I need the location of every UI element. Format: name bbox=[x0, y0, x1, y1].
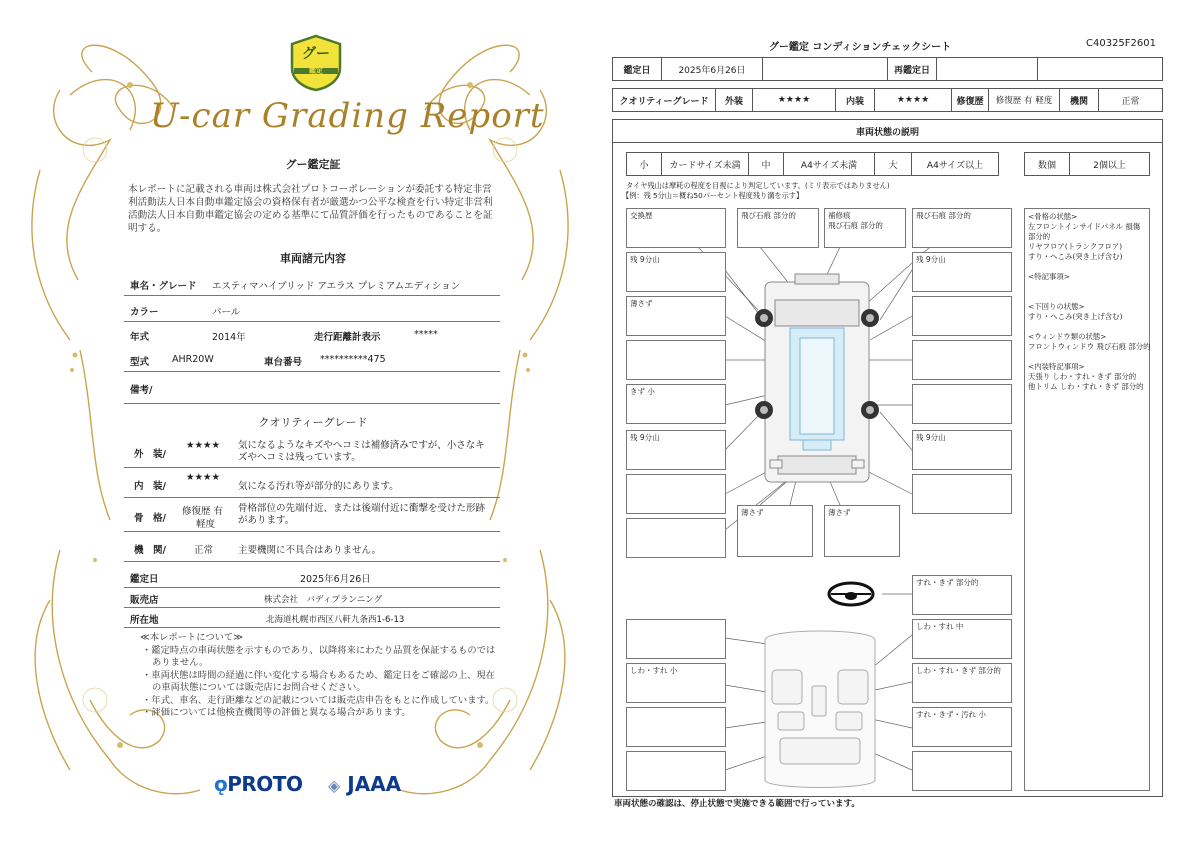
area-box: 交換歴 bbox=[626, 208, 726, 248]
area-box bbox=[912, 474, 1012, 514]
interior-value: ★★★★ bbox=[874, 88, 952, 112]
spec-label-color: カラー bbox=[130, 307, 159, 318]
area-box: 残 9分山 bbox=[626, 430, 726, 470]
area-box bbox=[626, 340, 726, 380]
spec-value-model: AHR20W bbox=[172, 354, 214, 365]
quality-comment-frame: 骨格部位の先端付近、または後端付近に衝撃を受けた形跡があります。 bbox=[238, 503, 486, 526]
reappraisal-label: 再鑑定日 bbox=[887, 57, 937, 81]
area-box-line: 補修痕 bbox=[828, 211, 851, 220]
remark-line: リヤフロア(トランクフロア) bbox=[1028, 242, 1123, 251]
address-label: 所在地 bbox=[130, 615, 159, 626]
report-title: U-car Grading Report bbox=[150, 96, 545, 136]
legend-mid-desc: A4サイズ未満 bbox=[783, 152, 875, 176]
spec-label-model: 型式 bbox=[130, 357, 150, 368]
proto-logo-icon: ǫ bbox=[214, 772, 228, 796]
remark-line bbox=[1028, 352, 1146, 362]
remark-line bbox=[1028, 322, 1146, 332]
area-box: すれ・きず 部分的 bbox=[912, 575, 1012, 615]
spec-label-mileage: 走行距離計表示 bbox=[314, 332, 381, 343]
steering-wheel-icon bbox=[829, 583, 873, 605]
area-box: 飛び石痕 部分的 bbox=[737, 208, 819, 248]
legend-small-desc: カードサイズ未満 bbox=[661, 152, 749, 176]
sponsor-logos bbox=[214, 772, 414, 802]
quality-comment-interior: 気になる汚れ等が部分的にあります。 bbox=[238, 481, 399, 492]
area-box bbox=[912, 296, 1012, 336]
remark-line: 天張り しわ・すれ・きず 部分的 bbox=[1028, 372, 1137, 381]
spec-label-remarks: 備考/ bbox=[130, 385, 153, 396]
exterior-label: 外装 bbox=[715, 88, 753, 112]
exterior-value: ★★★★ bbox=[752, 88, 836, 112]
area-box bbox=[626, 751, 726, 791]
spec-label-name: 車名・グレード bbox=[130, 281, 197, 292]
condition-check-sheet bbox=[600, 0, 1200, 848]
quality-heading: クオリティーグレード bbox=[258, 416, 368, 429]
quality-grade-frame-line1: 修復歴 有 bbox=[182, 506, 224, 517]
quality-row-engine bbox=[124, 532, 500, 562]
repair-value: 修復歴 有 軽度 bbox=[988, 88, 1060, 112]
spec-label-chassis: 車台番号 bbox=[264, 357, 303, 368]
appraisal-date-value: 2025年6月26日 bbox=[300, 574, 371, 585]
jaaa-logo-text: JAAA bbox=[347, 772, 402, 796]
area-box: 薄さず bbox=[824, 505, 900, 557]
sheet-title: グー鑑定 コンディションチェックシート bbox=[768, 42, 952, 53]
interior-label: 内装 bbox=[835, 88, 875, 112]
address-row bbox=[124, 608, 500, 628]
dealer-value: 株式会社 バディプランニング bbox=[264, 595, 383, 605]
remark-line: フロントウィンドウ 飛び石痕 部分的 bbox=[1028, 342, 1151, 351]
spec-value-color: パール bbox=[212, 307, 241, 318]
area-box bbox=[626, 707, 726, 747]
note-item: ・評価については他検査機関等の評価と異なる場合があります。 bbox=[142, 707, 411, 718]
date-value: 2025年6月26日 bbox=[661, 57, 763, 81]
goo-appraisal-badge bbox=[288, 34, 344, 92]
area-box: 薄さず bbox=[626, 296, 726, 336]
jaaa-logo bbox=[328, 772, 401, 796]
remark-line: <骨格の状態> bbox=[1028, 212, 1078, 221]
remark-line: 左フロントインサイドパネル 損傷 bbox=[1028, 222, 1141, 231]
date-label: 鑑定日 bbox=[612, 57, 662, 81]
quality-grade-interior: ★★★★ bbox=[186, 472, 221, 483]
quality-comment-exterior: 気になるようなキズやヘコミは補修済みですが、小さなキズやヘコミは残っています。 bbox=[238, 440, 485, 463]
certificate-intro: 本レポートに記載される車両は株式会社プロトコーポレーションが委託する特定非営利活動法人日本自動車鑑定協会の資格保有者が厳選かつ公平な検査を行い特定非営利活動法人日本自動車鑑定協会の定める基準にて品質評価を行ったものであることを証明する。 bbox=[128, 184, 493, 234]
note-item: ・年式、車名、走行距離などの記載については販売店申告をもとに作成しています。 bbox=[142, 694, 495, 706]
proto-logo-text: PROTO bbox=[227, 772, 303, 796]
note-item: ・鑑定時点の車両状態を示すものであり、以降将来にわたり品質を保証するものではありません。 bbox=[142, 644, 496, 668]
area-box bbox=[626, 474, 726, 514]
badge-text-bottom: 鑑定 bbox=[309, 66, 323, 75]
legend-large-desc: A4サイズ以上 bbox=[911, 152, 999, 176]
spec-row-color bbox=[124, 296, 500, 322]
tire-note: タイヤ残山は摩耗の程度を目視により判定しています。(ミリ表示ではありません) bbox=[626, 181, 890, 190]
remark-line bbox=[1028, 262, 1146, 272]
specs-heading: 車両諸元内容 bbox=[280, 252, 346, 265]
footer-note: 車両状態の確認は、停止状態で実施できる範囲で行っています。 bbox=[614, 799, 860, 809]
area-box: 薄さず bbox=[737, 505, 813, 557]
proto-logo bbox=[214, 772, 302, 796]
spec-value-mileage: ***** bbox=[414, 329, 438, 340]
remark-line: 部分的 bbox=[1028, 232, 1051, 241]
quality-label-engine: 機 関/ bbox=[134, 545, 166, 556]
quality-grade-label: クオリティーグレード bbox=[612, 88, 716, 112]
certificate-subtitle: グー鑑定証 bbox=[285, 158, 341, 171]
legend-mid: 中 bbox=[748, 152, 784, 176]
tire-example-note: 【例：残 5分山＝概ね50パーセント程度残り溝を示す】 bbox=[622, 191, 804, 200]
quality-grade-exterior: ★★★★ bbox=[186, 440, 221, 451]
remark-line: <下回りの状態> bbox=[1028, 302, 1085, 311]
quality-grade-engine: 正常 bbox=[194, 545, 214, 556]
remark-line: すり・へこみ(突き上げ含む) bbox=[1028, 252, 1123, 261]
quality-label-exterior: 外 装/ bbox=[134, 449, 166, 460]
area-box: 残 9分山 bbox=[912, 252, 1012, 292]
remark-line: すり・へこみ(突き上げ含む) bbox=[1028, 312, 1123, 321]
quality-row-exterior bbox=[124, 434, 500, 468]
area-box: しわ・すれ 小 bbox=[626, 663, 726, 703]
area-box: 残 9分山 bbox=[912, 430, 1012, 470]
report-notes bbox=[140, 632, 500, 720]
notes-title: ≪本レポートについて≫ bbox=[140, 632, 243, 643]
area-box: すれ・きず・汚れ 小 bbox=[912, 707, 1012, 747]
area-box: 飛び石痕 部分的 bbox=[912, 208, 1012, 248]
area-box: 残 9分山 bbox=[626, 252, 726, 292]
remark-line bbox=[1028, 292, 1146, 302]
dealer-label: 販売店 bbox=[130, 595, 159, 606]
area-box-line: 飛び石痕 部分的 bbox=[828, 221, 883, 230]
quality-row-interior bbox=[124, 468, 500, 498]
legend-count-desc: 2個以上 bbox=[1069, 152, 1150, 176]
area-box: しわ・すれ 中 bbox=[912, 619, 1012, 659]
remark-line: <ウィンドウ類の状態> bbox=[1028, 332, 1107, 341]
spec-value-year: 2014年 bbox=[212, 332, 246, 343]
quality-label-frame: 骨 格/ bbox=[134, 513, 166, 524]
legend-small: 小 bbox=[626, 152, 662, 176]
spec-value-name: エスティマハイブリッド アエラス プレミアムエディション bbox=[212, 281, 461, 292]
area-box: きず 小 bbox=[626, 384, 726, 424]
remark-line: 他トリム しわ・すれ・きず 部分的 bbox=[1028, 382, 1144, 391]
quality-comment-engine: 主要機関に不具合はありません。 bbox=[238, 545, 382, 556]
legend-count: 数個 bbox=[1024, 152, 1070, 176]
spec-row-model bbox=[124, 346, 500, 372]
repair-label: 修復歴 bbox=[951, 88, 989, 112]
spec-row-year bbox=[124, 322, 500, 346]
quality-row-frame bbox=[124, 498, 500, 532]
quality-label-interior: 内 装/ bbox=[134, 481, 166, 492]
remarks-panel bbox=[1024, 208, 1150, 791]
area-box bbox=[626, 518, 726, 558]
quality-grade-frame-line2: 軽度 bbox=[196, 519, 216, 530]
remark-line: <特記事項> bbox=[1028, 272, 1070, 281]
appraisal-date-row bbox=[124, 566, 500, 588]
dealer-row bbox=[124, 588, 500, 608]
area-box bbox=[912, 340, 1012, 380]
area-box bbox=[912, 384, 1012, 424]
spec-row-remarks bbox=[124, 372, 500, 404]
spec-label-year: 年式 bbox=[130, 332, 150, 343]
remark-line bbox=[1028, 282, 1146, 292]
legend-large: 大 bbox=[874, 152, 912, 176]
area-box bbox=[626, 619, 726, 659]
condition-heading: 車両状態の説明 bbox=[612, 119, 1163, 143]
sheet-id: C40325F2601 bbox=[1086, 38, 1156, 49]
note-item: ・車両状態は時間の経過に伴い変化する場合もあるため、鑑定日をご確認の上、現在の車両状態については販売店にお問合せください。 bbox=[142, 669, 495, 693]
badge-text-top: グー bbox=[302, 46, 330, 62]
area-box bbox=[824, 208, 906, 248]
engine-value: 正常 bbox=[1098, 88, 1163, 112]
engine-label: 機関 bbox=[1059, 88, 1099, 112]
jaaa-logo-icon: ◈ bbox=[328, 776, 341, 795]
spec-row-name bbox=[124, 270, 500, 296]
area-box: しわ・すれ・きず 部分的 bbox=[912, 663, 1012, 703]
remark-line: <内装特記事項> bbox=[1028, 362, 1085, 371]
spec-value-chassis: **********475 bbox=[320, 354, 386, 365]
appraisal-date-label: 鑑定日 bbox=[130, 574, 159, 585]
area-box bbox=[912, 751, 1012, 791]
address-value: 北海道札幌市西区八軒九条西1-6-13 bbox=[266, 615, 405, 625]
